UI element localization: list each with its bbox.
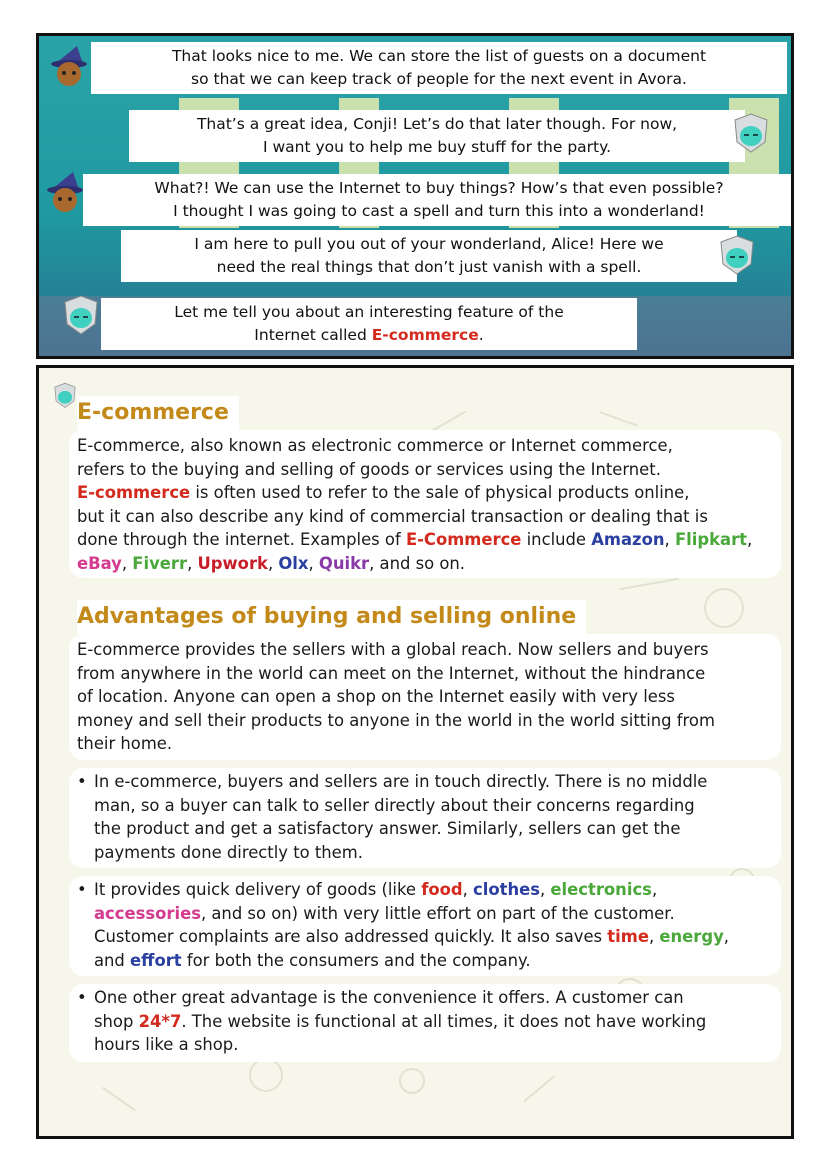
bullet-dot: •	[77, 988, 87, 1007]
bubble-2-line-2: I want you to help me buy stuff for the party.	[262, 138, 612, 156]
intro-line: from anywhere in the world can meet on the Internet, without the hindrance	[77, 663, 706, 683]
intro-line: of location. Anyone can open a shop on the Internet easily with very less	[77, 687, 675, 706]
bullet-text: for both the consumers and the company.	[181, 950, 531, 970]
bullet-dot: •	[77, 880, 87, 899]
ecommerce-line: refers to the buying and selling of goods or services using the Internet.	[77, 459, 661, 479]
bubble-5-line-1: Let me tell you about an interesting feature of the	[174, 303, 564, 321]
ecommerce-line: but it can also describe any kind of commercial transaction or dealing that is	[77, 506, 708, 526]
speech-bubble-3	[83, 174, 794, 226]
robot-avatar-icon	[59, 294, 103, 338]
decorative-line	[523, 1075, 555, 1102]
keyword-electronics: electronics	[550, 880, 652, 899]
speech-bubble-5	[101, 298, 637, 350]
example-quikr: Quikr	[318, 553, 370, 573]
keyword-food: food	[421, 880, 463, 899]
bullet-line	[94, 1010, 764, 1034]
example-upwork: Upwork	[197, 553, 268, 573]
speech-bubble-2	[129, 110, 745, 162]
speech-bubble-4	[121, 230, 737, 282]
bullet-text: . The website is functional at all times, it does not have working	[181, 1011, 707, 1031]
ecommerce-heading: E-commerce	[77, 396, 239, 430]
bubble-3-line-2: I thought I was going to cast a spell and turn this into a wonderland!	[173, 202, 705, 220]
bullet-text: It provides quick delivery of goods (like	[94, 880, 422, 899]
bullet-line: payments done directly to them.	[94, 842, 363, 862]
bullet-line: Customer complaints are also addressed quickly. It also saves time, energy,	[94, 927, 729, 946]
keyword-clothes: clothes	[473, 880, 540, 899]
example-fiverr: Fiverr	[132, 553, 188, 573]
bullet-line: man, so a buyer can talk to seller directly about their concerns regarding	[94, 795, 695, 815]
bullet-2-text	[94, 878, 764, 972]
intro-line: money and sell their products to anyone in the world in the world sitting from	[77, 710, 715, 730]
bullet-text: , and so on) with very little effort on part of the customer.	[200, 903, 675, 923]
wizard-avatar-icon	[43, 170, 87, 214]
example-ebay: eBay	[77, 553, 122, 573]
bullet-text: and	[94, 950, 131, 970]
bullet-line: It provides quick delivery of goods (like food, clothes, electronics,	[94, 880, 658, 899]
decorative-line	[600, 411, 638, 427]
example-olx: Olx	[278, 553, 309, 573]
speech-bubble-1	[91, 42, 787, 94]
ecommerce-paragraph	[77, 434, 783, 575]
bubble-1-line-1: That looks nice to me. We can store the list of guests on a document	[171, 47, 707, 65]
decorative-circle	[704, 588, 744, 628]
example-amazon: Amazon	[591, 530, 665, 549]
bullet-text: shop	[94, 1011, 139, 1031]
bullet-line: hours like a shop.	[94, 1035, 239, 1054]
bullet-line: the product and get a satisfactory answer. Similarly, sellers can get the	[94, 819, 681, 838]
bubble-4-line-2: need the real things that don’t just vanish with a spell.	[216, 258, 642, 276]
bubble-1-line-2: so that we can keep track of people for the next event in Avora.	[191, 70, 687, 88]
ecommerce-line: E-commerce, also known as electronic commerce or Internet commerce,	[77, 436, 673, 455]
keyword-effort: effort	[130, 950, 182, 970]
bubble-5-text: Internet called	[254, 326, 372, 344]
bullet-line: In e-commerce, buyers and sellers are in touch directly. There is no middle	[94, 772, 708, 791]
bubble-5-punctuation: .	[478, 326, 484, 344]
comic-panel	[36, 33, 794, 359]
ecommerce-highlight: E-commerce	[77, 483, 191, 502]
bullet-line: One other great advantage is the convenience it offers. A customer can	[94, 988, 684, 1007]
bubble-3-line-1: What?! We can use the Internet to buy things? How’s that even possible?	[154, 179, 724, 197]
bullet-text: Customer complaints are also addressed quickly. It also saves	[94, 927, 608, 946]
bubble-2-line-1: That’s a great idea, Conji! Let’s do that later though. For now,	[196, 115, 678, 133]
bullet-dot: •	[77, 772, 87, 791]
info-panel	[36, 365, 794, 1139]
ecommerce-text: is often used to refer to the sale of physical products online,	[190, 483, 690, 502]
keyword-24x7: 24*7	[138, 1011, 182, 1031]
bubble-4-line-1: I am here to pull you out of your wonderland, Alice! Here we	[194, 235, 664, 253]
bullet-line	[94, 902, 764, 926]
ecommerce-text: include	[521, 530, 592, 549]
decorative-line	[619, 578, 678, 590]
keyword-accessories: accessories	[94, 903, 201, 923]
example-flipkart: Flipkart	[674, 530, 747, 549]
ecommerce-line: done through the internet. Examples of E-Commerce include Amazon, Flipkart,	[77, 530, 753, 549]
robot-avatar-icon	[51, 382, 79, 410]
ecommerce-text: done through the internet. Examples of	[77, 530, 406, 549]
bubble-5-line-2	[109, 324, 629, 347]
keyword-energy: energy	[659, 927, 724, 946]
bullet-3-text	[94, 986, 764, 1057]
advantages-intro	[77, 638, 783, 756]
decorative-line	[102, 1087, 136, 1112]
decorative-circle	[249, 1058, 283, 1092]
intro-line: their home.	[77, 734, 173, 753]
advantages-heading: Advantages of buying and selling online	[77, 600, 586, 634]
robot-avatar-icon	[729, 112, 773, 156]
bullet-line	[94, 949, 764, 973]
ecommerce-highlight: E-Commerce	[405, 530, 522, 549]
bullet-1-text	[94, 770, 764, 864]
decorative-circle	[399, 1068, 425, 1094]
ecommerce-text: , and so on.	[369, 553, 465, 573]
keyword-time: time	[607, 927, 649, 946]
intro-line: E-commerce provides the sellers with a global reach. Now sellers and buyers	[77, 640, 709, 659]
ecommerce-line	[77, 481, 783, 505]
robot-avatar-icon	[715, 234, 759, 278]
wizard-avatar-icon	[47, 44, 91, 88]
ecommerce-highlight: E-commerce	[371, 326, 479, 344]
ecommerce-line: eBay, Fiverr, Upwork, Olx, Quikr, and so on.	[77, 553, 465, 573]
